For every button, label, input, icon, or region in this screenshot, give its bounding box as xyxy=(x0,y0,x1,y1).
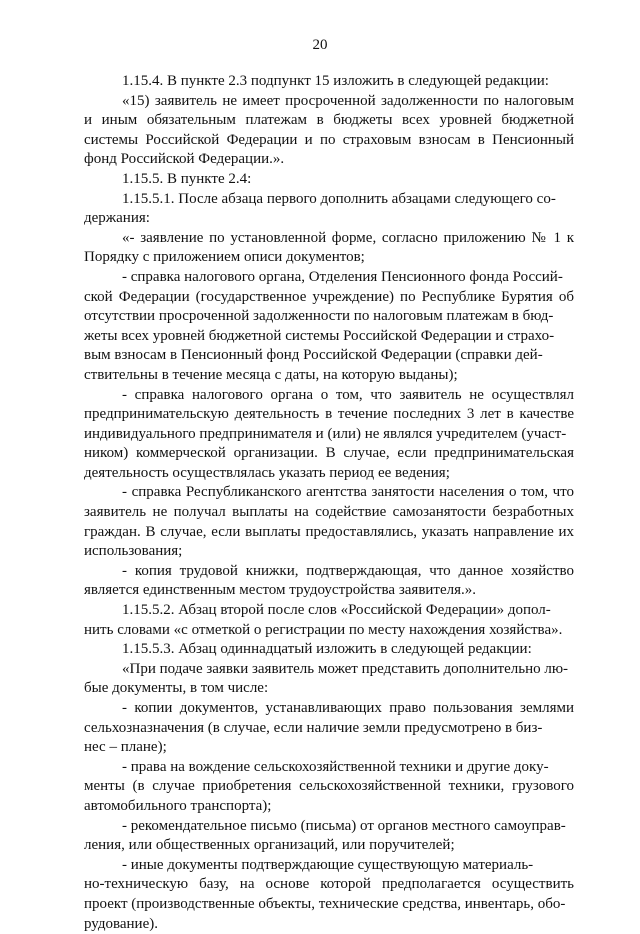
paragraph-tax-certificate: - справка налогового органа, Отделения Пенсионного фонда Россий- ской Федерации (государственное учреждение) по Республике Бурятия об отсутствии просроченной задолженности по налоговым платежам в бюд- жеты всех уровней бюджетной системы Российской Федерации и страхо- вым взносам в Пенсионный фонд Российской Федерации (справки дей- ствительны в течение месяца с даты, на которую выданы); xyxy=(84,268,574,383)
paragraph-labor-book-copy: - копия трудовой книжки, подтверждающая, что данное хозяйство является единственным местом трудоустройства заявителя.». xyxy=(84,562,574,599)
paragraph-1-15-5-2: 1.15.5.2. Абзац второй после слов «Российской Федерации» допол- нить словами «с отметкой о регистрации по месту нахождения хозяйства». xyxy=(84,602,563,638)
paragraph-land-documents: - копии документов, устанавливающих право пользования землями сельхозназначения (в случае, если наличие земли предусмотрено в биз- нес – плане); xyxy=(84,700,574,756)
paragraph-entrepreneur-certificate: - справка налогового органа о том, что заявитель не осуществлял предпринимательскую деятельность в течение последних 3 лет в качестве индивидуального предпринимателя и (или) не являлся учредителем (участ- ником) коммерческой организации. В случае, если предпринимательская деятельность осуществлялась указать период ее ведения; xyxy=(84,386,574,481)
page-number: 20 xyxy=(312,37,328,53)
paragraph-recommendation-letter: - рекомендательное письмо (письма) от органов местного самоуправ- ления, или общественных организаций, или поручителей; xyxy=(84,817,566,854)
paragraph-employment-agency-certificate: - справка Республиканского агентства занятости населения о том, что заявитель не получал выплаты на содействие самозанятости безработных граждан. В случае, если выплаты предоставлялись, указать направление их использования; xyxy=(84,484,574,560)
paragraph-other-documents: - иные документы подтверждающие существующую материаль- но-техническую базу, на основе которой предполагается осуществить проект (производственные объекты, технические средства, инвентарь, обо- рудование). xyxy=(84,856,574,932)
document-body xyxy=(84,72,574,934)
paragraph-application-form: «- заявление по установленной форме, согласно приложению № 1 к Порядку с приложением описи документов; xyxy=(84,229,574,266)
paragraph-subpoint-15-text: «15) заявитель не имеет просроченной задолженности по налоговым и иным обязательным платежам в бюджеты всех уровней бюджетной системы Российской Федерации и по страховым взносам в Пенсионный фонд Российской Федерации.». xyxy=(84,92,574,168)
paragraph-1-15-5: 1.15.5. В пункте 2.4: xyxy=(122,170,252,187)
paragraph-driving-rights: - права на вождение сельскохозяйственной техники и другие доку- менты (в случае приобретения сельскохозяйственной техники, грузового автомобильного транспорта); xyxy=(84,758,574,814)
paragraph-1-15-5-1: 1.15.5.1. После абзаца первого дополнить абзацами следующего со- держания: xyxy=(84,190,556,227)
paragraph-additional-documents: «При подаче заявки заявитель может представить дополнительно лю- бые документы, в том числе: xyxy=(84,660,569,697)
paragraph-1-15-5-3: 1.15.5.3. Абзац одиннадцатый изложить в следующей редакции: xyxy=(122,641,532,658)
paragraph-1-15-4: 1.15.4. В пункте 2.3 подпункт 15 изложить в следующей редакции: xyxy=(122,73,549,89)
